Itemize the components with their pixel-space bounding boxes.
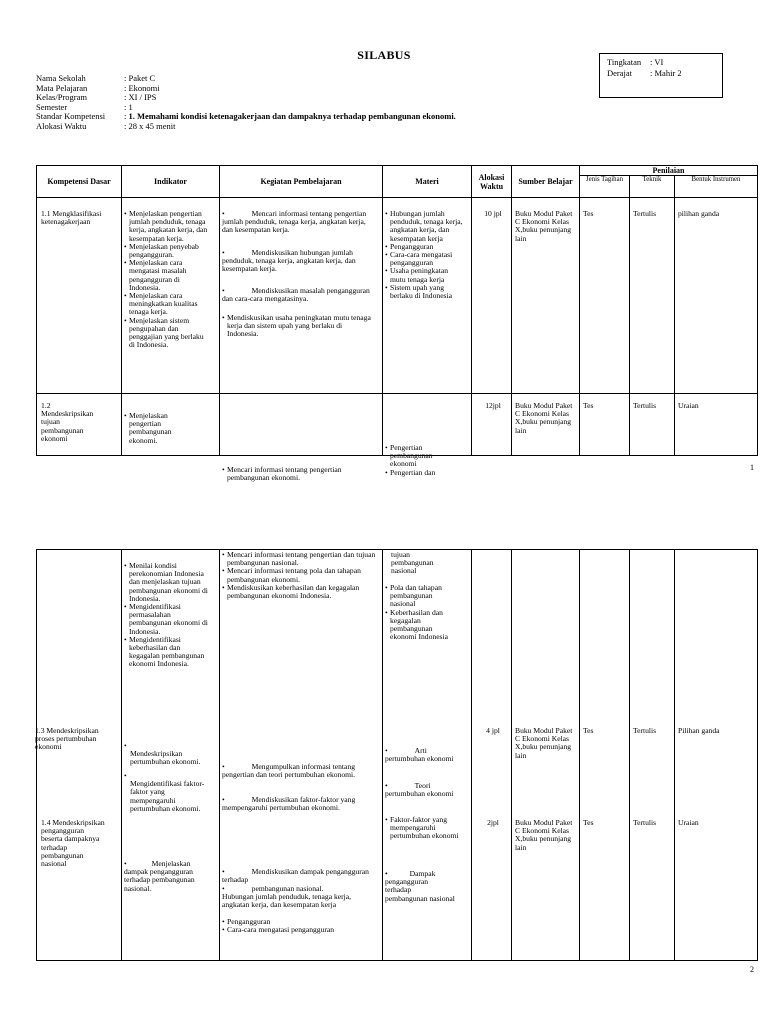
cell-jenis [580, 198, 630, 410]
list-item: • Faktor-faktor yang mempengaruhi pertumbuhan ekonomi [385, 816, 459, 841]
info-label: Kelas/Program [36, 92, 87, 103]
header-alokasi: Alokasi Waktu [472, 166, 512, 198]
info-label: Nama Sekolah [36, 73, 86, 83]
teknik-1-2: Tertulis [633, 401, 657, 410]
standar-kompetensi: 1. Memahami kondisi ketenagakerjaan dan dampaknya terhadap pembangunan ekonomi. [128, 111, 456, 122]
cell-materi [383, 550, 472, 961]
list-item: • Hubungan jumlah penduduk, tenaga kerja, angkatan kerja, dan kesempatan kerja [385, 210, 465, 243]
sumber-1-1: Buku Modul Paket C Ekonomi Kelas X,buku penunjang lain [515, 209, 573, 243]
kegiatan-list-1-4 [222, 918, 376, 934]
kegiatan-1-4a: • Mendiskusikan dampak pengangguran terhadap [222, 867, 369, 885]
page-title: SILABUS [357, 48, 411, 62]
bentuk-1-1: pilihan ganda [678, 209, 720, 218]
indikator-text: Mendeskripsikan pertumbuhan ekonomi. [130, 749, 201, 767]
info-label: Standar Kompetensi [36, 111, 106, 122]
alokasi-1-4: 2jpl [487, 818, 499, 827]
materi-1-4: • Dampak pengangguran terhadap pembangunan nasional [385, 869, 455, 903]
info-label: Alokasi Waktu [36, 120, 87, 131]
tingkatan-label: Tingkatan [607, 57, 642, 67]
materi-list-1-3 [385, 816, 459, 841]
list-item: • Menjelaskan cara mengatasi masalah pengangguran di Indonesia. [124, 259, 210, 292]
list-item: • Mengidentifikasi permasalahan pembangunan ekonomi di Indonesia. [124, 603, 210, 636]
cell-indikator [122, 550, 220, 961]
kegiatan-3: • Mendiskusikan masalah pengangguran dan cara-cara mengatasinya. [222, 286, 370, 304]
page-number: 2 [750, 965, 754, 974]
kegiatan-text: Mendiskusikan masalah pengangguran dan cara-cara mengatasinya. [222, 286, 370, 304]
list-item: • Menilai kondisi perekonomian Indonesia dan menjelaskan tujuan pembangunan ekonomi di Indonesia. [124, 562, 210, 603]
info-value: : XI / IPS [124, 92, 157, 103]
sumber-1-2: Buku Modul Paket C Ekonomi Kelas X,buku penunjang lain [515, 401, 573, 435]
syllabus-info [36, 74, 456, 132]
list-item: • Mendiskusikan usaha peningkatan mutu tenaga kerja dan sistem upah yang berlaku di Indonesia. [222, 314, 374, 339]
list-item: • Menjelaskan pengertian pembangunan ekonomi. [124, 412, 194, 445]
cell-jenis [580, 550, 630, 961]
kegiatan-2: • Mendiskusikan hubungan jumlah penduduk, tenaga kerja, angkatan kerja, dan kesempatan kerja. [222, 248, 356, 274]
teknik-1-1: Tertulis [633, 209, 657, 218]
kegiatan-text: Mendiskusikan dampak pengangguran terhadap [222, 867, 369, 885]
materi-list-1-1 [385, 210, 465, 300]
header-sumber: Sumber Belajar [512, 166, 580, 198]
cell-kd [37, 550, 122, 961]
list-item: • Cara-cara mengatasi pengangguran [222, 926, 376, 934]
derajat-value: : Mahir 2 [650, 68, 682, 78]
indikator-list-cont [124, 562, 210, 669]
list-item: • Mendiskusikan keberhasilan dan kegagalan pembangunan ekonomi Indonesia. [222, 584, 376, 600]
cell-sumber [512, 198, 580, 435]
cell-teknik [630, 550, 675, 961]
list-item: • Pengertian pembangunan ekonomi [385, 444, 453, 469]
info-value: : 1 [124, 101, 133, 112]
cell-bentuk [675, 198, 758, 410]
info-label: Mata Pelajaran [36, 82, 88, 93]
kegiatan-1-4c: Hubungan jumlah penduduk, tenaga kerja, angkatan kerja, dan kesempatan kerja [222, 892, 352, 910]
sumber-1-3: Buku Modul Paket C Ekonomi Kelas X,buku penunjang lain [515, 726, 573, 760]
header-teknik: Teknik [630, 176, 675, 198]
materi-1-3b: • Teori pertumbuhan ekonomi [385, 781, 454, 799]
list-item: • Menjelaskan pengertian jumlah penduduk, tenaga kerja, angkatan kerja, dan kesempatan kerja. [124, 210, 210, 243]
materi-cont: tujuan pembangunan nasional [391, 550, 434, 576]
list-item: • Pengangguran [222, 918, 376, 926]
cell-alokasi [472, 198, 512, 410]
kegiatan-list-4 [222, 314, 374, 339]
cell-kd [37, 198, 122, 443]
header-materi: Materi [383, 166, 472, 198]
materi-list-1-2 [385, 444, 453, 477]
list-item: • Keberhasilan dan kegagalan pembangunan ekonomi Indonesia [385, 609, 453, 642]
kegiatan-1-3a: • Mengumpulkan informasi tentang pengertian dan teori pertumbuhan ekonomi. [222, 762, 356, 780]
indikator-1-3a: • Mendeskripsikan pertumbuhan ekonomi. [124, 742, 212, 767]
kegiatan-text: Mencari informasi tentang pengertian jumlah penduduk, tenaga kerja, angkatan kerja, dan kesempatan kerja. [222, 209, 367, 235]
teknik-1-4: Tertulis [633, 818, 657, 827]
materi-list-cont [385, 584, 453, 641]
materi-text: Dampak pengangguran terhadap pembangunan nasional [385, 869, 455, 903]
alokasi-1-1: 10 jpl [484, 209, 502, 218]
indikator-list-1-1 [124, 210, 210, 349]
header-bentuk-instrumen: Bentuk Instrumen [675, 176, 758, 198]
header-indikator: Indikator [122, 166, 220, 198]
materi-1-3a: • Arti pertumbuhan ekonomi [385, 746, 454, 764]
list-item: • Mencari informasi tentang pengertian pembangunan ekonomi. [222, 466, 374, 482]
cell-materi [383, 198, 472, 477]
header-kegiatan: Kegiatan Pembelajaran [220, 166, 383, 198]
header-penilaian: Penilaian [580, 166, 758, 176]
kd-1-1: 1.1 Mengklasifikasi ketenagakerjaan [41, 209, 102, 227]
bentuk-1-3: Pilihan ganda [678, 726, 720, 735]
bentuk-1-2: Uraian [678, 401, 699, 410]
list-item: • Usaha peningkatan mutu tenaga kerja [385, 267, 465, 283]
cell-sumber [512, 550, 580, 961]
kd-1-3: 1.3 Mendeskripsikan proses pertumbuhan ekonomi [35, 726, 99, 752]
kegiatan-1: • Mencari informasi tentang pengertian jumlah penduduk, tenaga kerja, angkatan kerja, dan kesempatan kerja. [222, 209, 367, 235]
level-box [599, 53, 723, 98]
list-item: • Mengidentifikasi keberhasilan dan kegagalan pembangunan ekonomi Indonesia. [124, 636, 210, 669]
list-item: • Pola dan tahapan pembangunan nasional [385, 584, 453, 609]
info-value: : [124, 111, 129, 122]
jenis-1-3: Tes [583, 726, 594, 735]
list-item: • Cara-cara mengatasi pengangguran [385, 251, 465, 267]
header-kompetensi-dasar: Kompetensi Dasar [37, 166, 122, 198]
kd-1-2: 1.2 Mendeskripsikan tujuan pembangunan ekonomi [41, 401, 94, 443]
list-item: • Menjelaskan cara meningkatkan kualitas tenaga kerja. [124, 292, 210, 317]
alokasi-1-2: 12jpl [485, 401, 501, 410]
list-item: • Pengertian dan [385, 469, 453, 477]
info-label: Semester [36, 101, 68, 112]
cell-indikator [122, 198, 220, 445]
header-jenis-tagihan: Jenis Tagihan [580, 176, 630, 198]
kegiatan-text: pembangunan nasional. [251, 884, 324, 893]
bentuk-1-4: Uraian [678, 818, 699, 827]
indikator-text: Mengidentifikasi faktor-faktor yang mempengaruhi pertumbuhan ekonomi. [130, 779, 205, 813]
jenis-1-4: Tes [583, 818, 594, 827]
cell-teknik [630, 198, 675, 410]
derajat-label: Derajat [607, 68, 633, 78]
kegiatan-text: Mengumpulkan informasi tentang pengertian dan teori pertumbuhan ekonomi. [222, 762, 356, 780]
cell-alokasi [472, 550, 512, 961]
syllabus-table-page-1 [36, 165, 758, 483]
cell-bentuk [675, 550, 758, 961]
list-item: • Menjelaskan penyebab pengangguran. [124, 243, 210, 259]
list-item: • Sistem upah yang berlaku di Indonesia [385, 284, 465, 300]
indikator-list-1-2 [124, 412, 194, 445]
page-number: 1 [750, 463, 754, 472]
info-value: : 28 x 45 menit [124, 120, 176, 131]
kegiatan-text: Mendiskusikan hubungan jumlah penduduk, tenaga kerja, angkatan kerja, dan kesempatan kerja. [222, 248, 356, 274]
kegiatan-1-4b: • pembangunan nasional. [222, 884, 324, 893]
info-value: : Ekonomi [124, 82, 160, 93]
kegiatan-text: Mendiskusikan faktor-faktor yang mempengaruhi pertumbuhan ekonomi. [222, 795, 356, 813]
materi-text: Teori pertumbuhan ekonomi [385, 781, 454, 799]
kd-1-4: 1.4 Mendeskripsikan pengangguran beserta dampaknya terhadap pembangunan nasional [41, 818, 105, 869]
kegiatan-list-cont [222, 551, 376, 600]
list-item: • Mencari informasi tentang pola dan tahapan pembangunan ekonomi. [222, 567, 376, 583]
alokasi-1-3: 4 jpl [486, 726, 500, 735]
jenis-1-2: Tes [583, 401, 594, 410]
kegiatan-list-1-2 [222, 466, 374, 482]
teknik-1-3: Tertulis [633, 726, 657, 735]
list-item: • Menjelaskan sistem pengupahan dan penggajian yang berlaku di Indonesia. [124, 317, 210, 350]
cell-kegiatan [220, 550, 383, 961]
cell-kegiatan [220, 198, 383, 483]
sumber-1-4: Buku Modul Paket C Ekonomi Kelas X,buku penunjang lain [515, 818, 573, 852]
info-value: : Paket C [124, 73, 156, 83]
tingkatan-value: : VI [650, 57, 664, 67]
list-item: • Pengangguran [385, 243, 465, 251]
syllabus-table-page-2 [36, 549, 758, 961]
list-item: • Mencari informasi tentang pengertian dan tujuan pembangunan nasional. [222, 551, 376, 567]
materi-text: Arti pertumbuhan ekonomi [385, 746, 454, 764]
jenis-1-1: Tes [583, 209, 594, 218]
indikator-1-4: • Menjelaskan dampak pengangguran terhadap pembangunan nasional. [124, 859, 195, 893]
indikator-1-3b: • Mengidentifikasi faktor-faktor yang mempengaruhi pertumbuhan ekonomi. [124, 772, 212, 813]
kegiatan-1-3b: • Mendiskusikan faktor-faktor yang mempengaruhi pertumbuhan ekonomi. [222, 795, 356, 813]
indikator-text: Menjelaskan dampak pengangguran terhadap pembangunan nasional. [124, 859, 195, 893]
